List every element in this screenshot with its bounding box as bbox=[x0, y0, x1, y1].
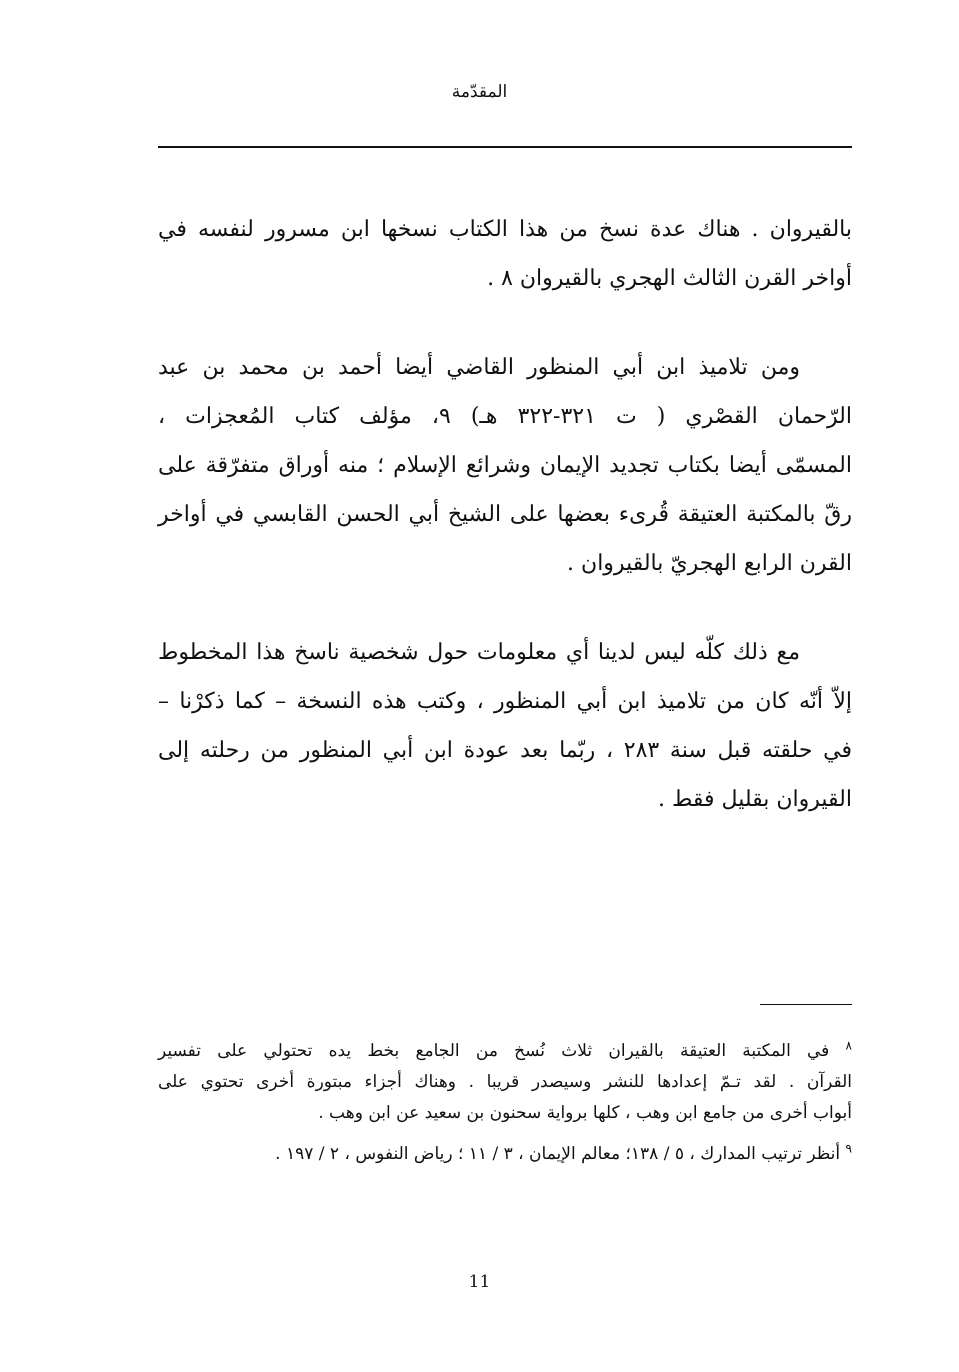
footnote-9 bbox=[158, 1139, 852, 1170]
paragraph-line: رقّ بالمكتبة العتيقة قُرىء بعضها على الشيخ أبي الحسن القابسي في أواخر bbox=[158, 502, 852, 527]
paragraph-line: القيروان بقليل فقط . bbox=[658, 787, 852, 812]
footnote-line bbox=[158, 1036, 852, 1067]
footnote-rule bbox=[760, 1004, 852, 1005]
paragraph-line: القرن الرابع الهجريّ بالقيروان . bbox=[567, 551, 852, 576]
paragraph-line: بالقيروان . هناك عدة نسخ من هذا الكتاب نسخها ابن مسرور لنفسه في bbox=[158, 217, 852, 242]
footnotes bbox=[158, 1036, 852, 1180]
running-header-title: المقدّمة bbox=[451, 82, 508, 102]
running-header bbox=[0, 82, 959, 102]
paragraph-1 bbox=[158, 205, 852, 303]
paragraph-line: أواخر القرن الثالث الهجري بالقيروان ٨ . bbox=[487, 266, 852, 291]
paragraph-3 bbox=[158, 628, 852, 824]
footnote-line: أبواب أخرى من جامع ابن وهب ، كلها برواية سحنون بن سعيد عن ابن وهب . bbox=[318, 1103, 852, 1123]
header-rule bbox=[158, 146, 852, 148]
footnote-8 bbox=[158, 1036, 852, 1129]
paragraph-line: المسمّى أيضا بكتاب تجديد الإيمان وشرائع الإسلام ؛ منه أوراق متفرّقة على bbox=[158, 453, 852, 478]
footnote-line: القرآن . لقد تـمّ إعدادها للنشر وسيصدر قريبا . وهناك أجزاء مبتورة أخرى تحتوي على bbox=[158, 1072, 852, 1092]
paragraph-line: إلاّ أنّه كان من تلاميذ ابن أبي المنظور ، وكتب هذه النسخة – كما ذكرْنا – bbox=[158, 689, 852, 714]
paragraph-line: في حلقته قبل سنة ٢٨٣ ، ربّما بعد عودة ابن أبي المنظور من رحلته إلى bbox=[158, 738, 852, 763]
footnote-line bbox=[158, 1139, 852, 1170]
page-number: 11 bbox=[468, 1272, 491, 1292]
paragraph-line: الرّحمان القصْري ( ت ٣٢١-٣٢٢ هـ) ٩، مؤلف كتاب المُعجزات ، bbox=[158, 404, 852, 429]
footnote-line-text: أنظر ترتيب المدارك ، ٥ / ١٣٨؛ معالم الإيمان ، ٣ / ١١ ؛ رياض النفوس ، ٢ / ١٩٧ . bbox=[275, 1144, 841, 1164]
footnote-mark: ٨ bbox=[845, 1038, 852, 1053]
body-text bbox=[158, 205, 852, 864]
footnote-mark: ٩ bbox=[845, 1141, 852, 1156]
paragraph-line: مع ذلك كلّه ليس لدينا أي معلومات حول شخصية ناسخ هذا المخطوط bbox=[158, 640, 800, 665]
paragraph-2 bbox=[158, 343, 852, 588]
footnote-line-text: في المكتبة العتيقة بالقيران ثلاث نُسخ من الجامع بخط يده تحتولي على تفسير bbox=[158, 1041, 830, 1061]
paragraph-line: ومن تلاميذ ابن أبي المنظور القاضي أيضا أحمد بن محمد بن عبد bbox=[158, 355, 800, 380]
